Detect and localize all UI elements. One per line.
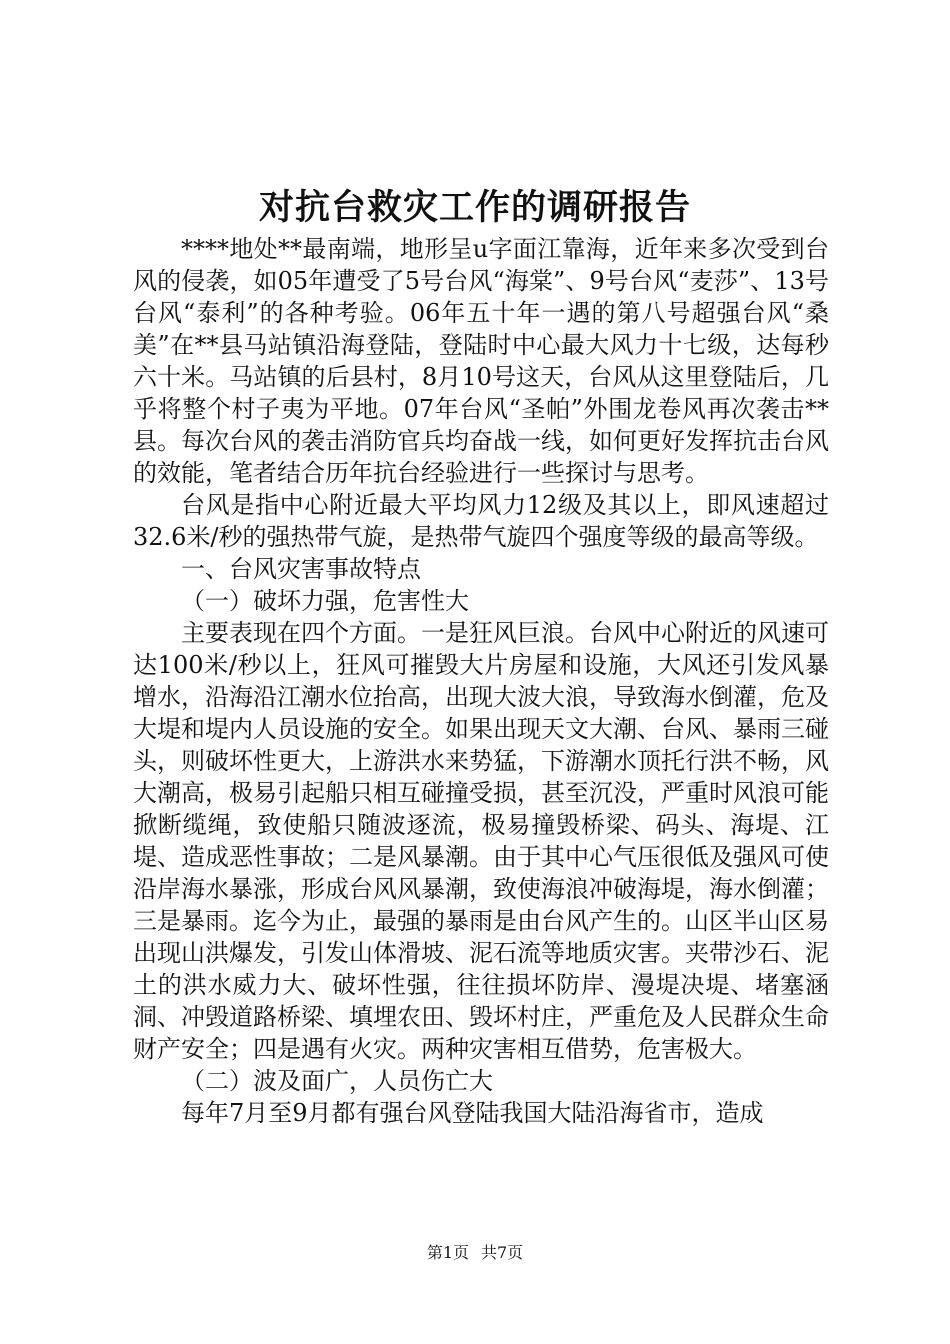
subsection-heading-1: （一）破坏力强，危害性大	[181, 587, 469, 615]
paragraph-intro: ****地处**最南端，地形呈u字面江靠海，近年来多次受到台风的侵袭，如05年遭受了5号台风“海棠”、9号台风“麦莎”、13号台风“泰利”的各种考验。06年五十年一遇的第八号超强台风“桑美”在**县马站镇沿海登陆，登陆时中心最大风力十七级，达每秒六十米。马站镇的后县村，8月10号这天，台风从这里登陆后，几乎将整个村子夷为平地。07年台风“圣帕”外围龙卷风再次袭击**县。每次台风的袭击消防官兵均奋战一线，如何更好发挥抗击台风的效能，笔者结合历年抗台经验进行一些探讨与思考。	[133, 235, 829, 487]
document-title: 对抗台救灾工作的调研报告	[258, 187, 691, 228]
paragraph-scope: 每年7月至9月都有强台风登陆我国大陆沿海省市，造成	[181, 1099, 764, 1127]
page-total: 共7页	[481, 1243, 524, 1262]
page-number: 第1页	[426, 1243, 469, 1262]
section-heading-1: 一、台风灾害事故特点	[181, 555, 421, 583]
page-footer	[0, 1243, 950, 1263]
paragraph-impacts: 主要表现在四个方面。一是狂风巨浪。台风中心附近的风速可达100米/秒以上，狂风可摧毁大片房屋和设施，大风还引发风暴增水，沿海沿江潮水位抬高，出现大波大浪，导致海水倒灌，危及大堤和堤内人员设施的安全。如果出现天文大潮、台风、暴雨三碰头，则破坏性更大，上游洪水来势猛，下游潮水顶托行洪不畅，风大潮高，极易引起船只相互碰撞受损，甚至沉没，严重时风浪可能掀断缆绳，致使船只随波逐流，极易撞毁桥梁、码头、海堤、江堤、造成恶性事故；二是风暴潮。由于其中心气压很低及强风可使沿岸海水暴涨，形成台风风暴潮，致使海浪冲破海堤，海水倒灌；三是暴雨。迄今为止，最强的暴雨是由台风产生的。山区半山区易出现山洪爆发，引发山体滑坡、泥石流等地质灾害。夹带沙石、泥土的洪水威力大、破坏性强，往往损坏防岸、漫堤决堤、堵塞涵洞、冲毁道路桥梁、填埋农田、毁坏村庄，严重危及人民群众生命财产安全；四是遇有火灾。两种灾害相互借势，危害极大。	[133, 619, 829, 1063]
paragraph-definition: 台风是指中心附近最大平均风力12级及其以上，即风速超过32.6米/秒的强热带气旋，是热带气旋四个强度等级的最高等级。	[133, 491, 829, 551]
document-body	[133, 233, 829, 1129]
subsection-heading-2: （二）波及面广，人员伤亡大	[181, 1067, 493, 1095]
